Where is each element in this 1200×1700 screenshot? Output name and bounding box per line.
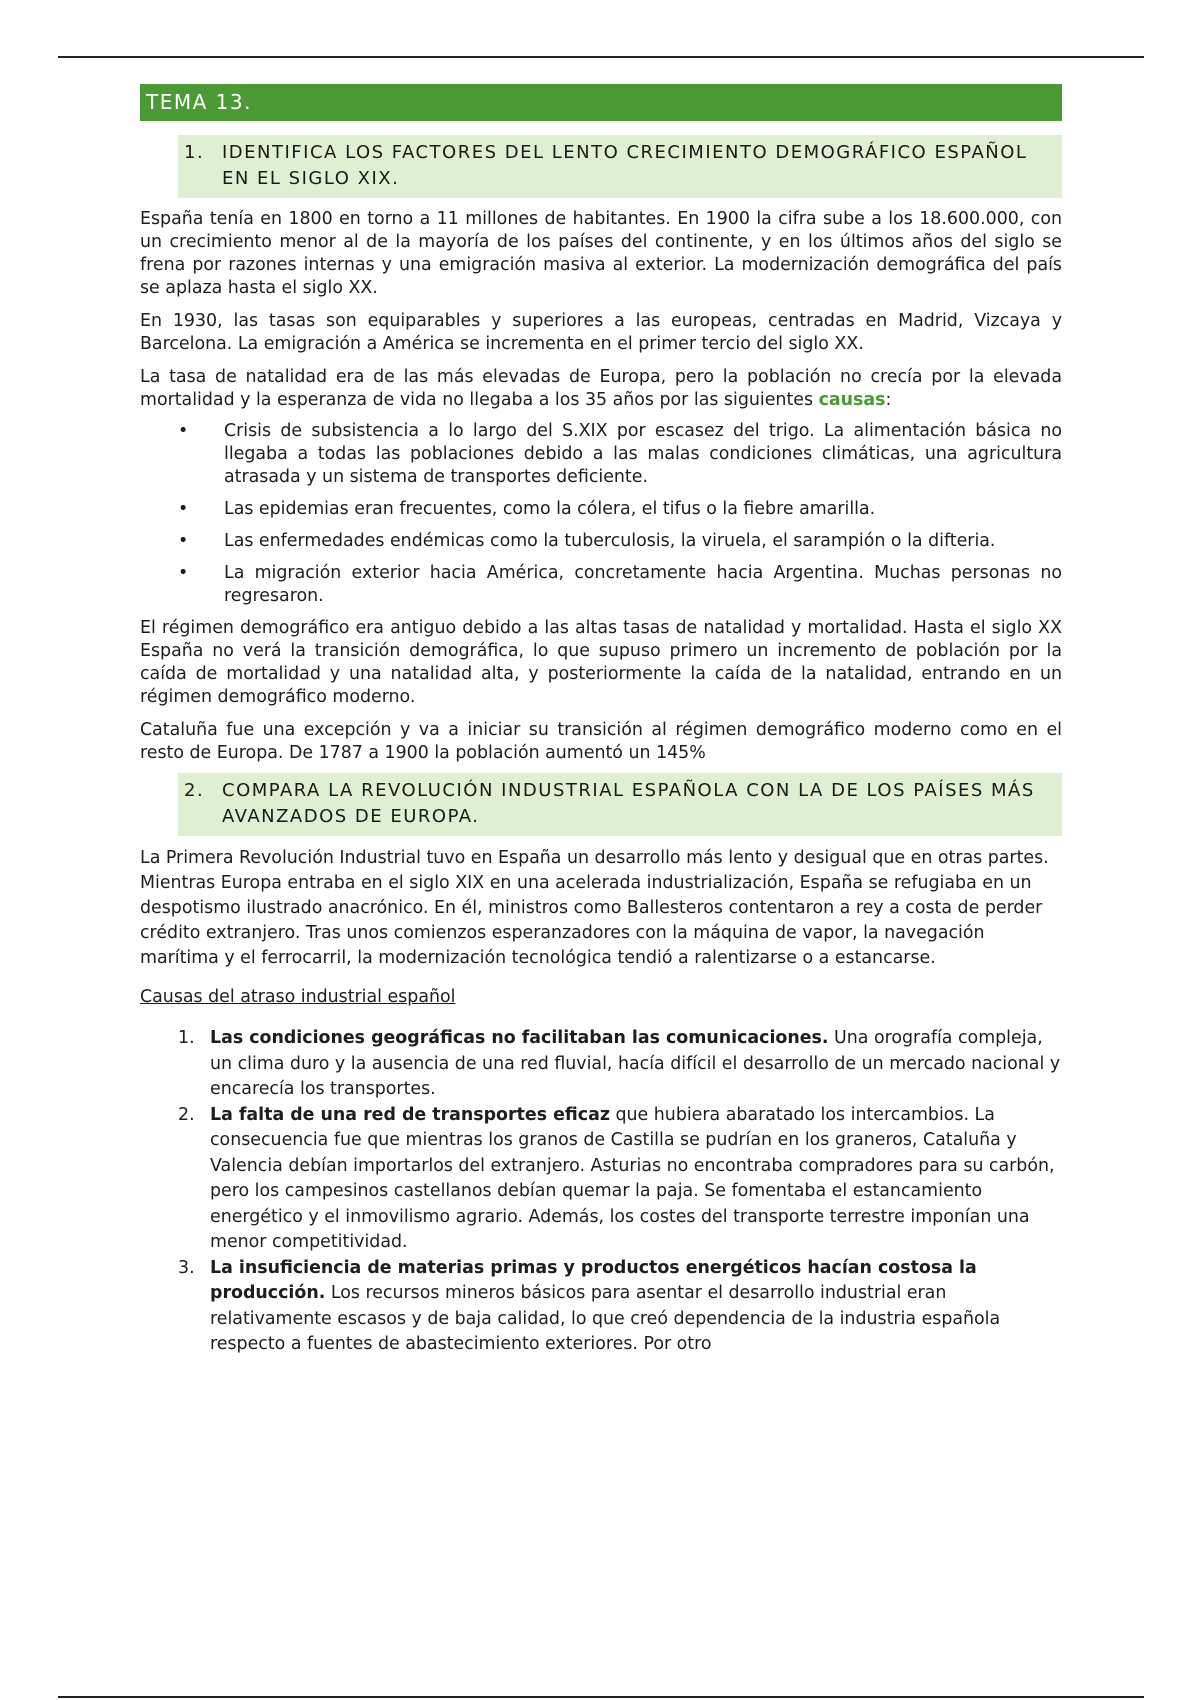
paragraph: En 1930, las tasas son equiparables y superiores a las europeas, centradas en Madrid, Vizcaya y Barcelona. La emigración a América se incrementa en el primer tercio del siglo XX. xyxy=(140,311,1062,354)
bullet-mark: • xyxy=(178,563,189,583)
list-item-text: La migración exterior hacia América, concretamente hacia Argentina. Muchas personas no regresaron. xyxy=(224,563,1062,606)
section-2-number: 2. xyxy=(184,780,205,801)
list-item-bold: La falta de una red de transportes eficaz xyxy=(210,1104,610,1125)
list-item-bold: La insuficiencia de materias primas y productos energéticos hacían costosa la producción. xyxy=(210,1257,977,1303)
list-item xyxy=(140,1103,1062,1256)
list-item-text: Las enfermedades endémicas como la tuberculosis, la viruela, el sarampión o la difteria. xyxy=(224,531,996,551)
paragraph: El régimen demográfico era antiguo debido a las altas tasas de natalidad y mortalidad. Hasta el siglo XX España no verá la transición demográfica, lo que supuso primero un incremento de población por la caída de mortalidad y una natalidad alta, y posteriormente la caída de la natalidad, entrando en un régimen demográfico moderno. xyxy=(140,618,1062,707)
bullet-mark: • xyxy=(178,421,189,441)
causes-highlight: causas xyxy=(818,390,886,410)
causes-numbered-list xyxy=(140,1026,1062,1358)
section-1-heading xyxy=(178,135,1062,198)
causes-subtitle: Causas del atraso industrial español xyxy=(140,987,456,1007)
section-1-number: 1. xyxy=(184,142,205,163)
top-rule xyxy=(58,56,1144,58)
list-item xyxy=(140,1256,1062,1358)
list-number: 2. xyxy=(178,1104,195,1125)
bullet-mark: • xyxy=(178,531,189,551)
list-item-text: Una orografía compleja, un clima duro y la ausencia de una red fluvial, hacía difícil el desarrollo de un mercado nacional y encarecía los transportes. xyxy=(210,1028,1061,1099)
bullet-mark: • xyxy=(178,499,189,519)
list-number: 3. xyxy=(178,1257,195,1278)
list-item xyxy=(140,498,1062,521)
paragraph: España tenía en 1800 en torno a 11 millones de habitantes. En 1900 la cifra sube a los 18.600.000, con un crecimiento menor al de la mayoría de los países del continente, y en los últimos años del siglo se frena por razones internas y una emigración masiva al exterior. La modernización demográfica del país se aplaza hasta el siglo XX. xyxy=(140,209,1062,298)
list-item xyxy=(140,420,1062,489)
list-number: 1. xyxy=(178,1028,195,1048)
section-2-heading xyxy=(178,773,1062,836)
list-item xyxy=(140,530,1062,553)
causes-colon: : xyxy=(885,390,892,410)
section-1-title: IDENTIFICA LOS FACTORES DEL LENTO CRECIMIENTO DEMOGRÁFICO ESPAÑOL EN EL SIGLO XIX. xyxy=(222,142,1028,189)
bottom-rule xyxy=(58,1696,1144,1698)
list-item-text: Los recursos mineros básicos para asentar el desarrollo industrial eran relativamente escasos y de baja calidad, lo que creó dependencia de la industria española respecto a fuentes de abastecimiento exteriores. Por otro xyxy=(210,1283,1001,1354)
list-item xyxy=(140,1026,1062,1103)
list-item-bold: Las condiciones geográficas no facilitaban las comunicaciones. xyxy=(210,1028,829,1048)
paragraph: La Primera Revolución Industrial tuvo en España un desarrollo más lento y desigual que en otras partes. Mientras Europa entraba en el siglo XIX en una acelerada industrialización, España se refugiaba en un despotismo ilustrado anacrónico. En él, ministros como Ballesteros contentaron a rey a costa de perder crédito extranjero. Tras unos comienzos esperanzadores con la máquina de vapor, la navegación marítima y el ferrocarril, la modernización tecnológica tendió a ralentizarse o a estancarse. xyxy=(140,848,1049,968)
list-item-text: que hubiera abaratado los intercambios. La consecuencia fue que mientras los granos de Castilla se pudrían en los graneros, Cataluña y Valencia debían importarlos del extranjero. Asturias no encontraba compradores para su carbón, pero los campesinos castellanos debían quemar la paja. Se fomentaba el estancamiento energético y el inmovilismo agrario. Además, los costes del transporte terrestre imponían una menor competitividad. xyxy=(210,1104,1055,1252)
list-item-text: Crisis de subsistencia a lo largo del S.XIX por escasez del trigo. La alimentación básica no llegaba a todas las poblaciones debido a las malas condiciones climáticas, una agricultura atrasada y un sistema de transportes deficiente. xyxy=(224,421,1062,487)
list-item xyxy=(140,562,1062,608)
document-body xyxy=(140,84,1062,1358)
section-2-title: COMPARA LA REVOLUCIÓN INDUSTRIAL ESPAÑOLA CON LA DE LOS PAÍSES MÁS AVANZADOS DE EUROPA. xyxy=(222,780,1035,827)
causes-intro-text: La tasa de natalidad era de las más elevadas de Europa, pero la población no crecía por la elevada mortalidad y la esperanza de vida no llegaba a los 35 años por las siguientes xyxy=(140,367,1062,410)
causes-bullet-list xyxy=(140,420,1062,608)
list-item-text: Las epidemias eran frecuentes, como la cólera, el tifus o la fiebre amarilla. xyxy=(224,499,876,519)
paragraph: Cataluña fue una excepción y va a iniciar su transición al régimen demográfico moderno como en el resto de Europa. De 1787 a 1900 la población aumentó un 145% xyxy=(140,720,1062,763)
causes-intro-paragraph xyxy=(140,366,1062,412)
tema-heading: TEMA 13. xyxy=(140,84,1062,121)
